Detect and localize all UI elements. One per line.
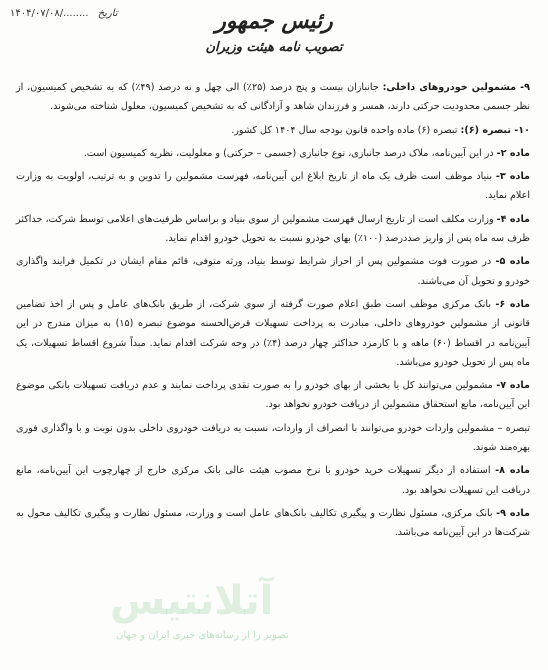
paragraph: ماده ۵- در صورت فوت مشمولین پس از احراز شرایط توسط بنیاد، ورثه متوفی، قائم مقام ایشان در تکمیل فرایند واگذاری خودرو و تحویل آن می‌باشند. <box>16 256 530 287</box>
paragraph: ماده ۲- در این آیین‌نامه، ملاک درصد جانبازی، نوع جانبازی (جسمی – حرکتی) و معلولیت، نظریه کمیسیون است. <box>83 147 530 159</box>
paragraph: تبصره – مشمولین واردات خودرو می‌توانند با انصراف از واردات، نسبت به دریافت خودروی داخلی بدون نوبت و با واگذاری فوری بهره‌مند شوند. <box>16 422 530 454</box>
paragraph: ۹- مشمولین خودروهای داخلی: جانبازان بیست و پنج درصد (۲۵٪) الی چهل و نه درصد (۴۹٪) که به تشخیص کمیسیون، از نظر جسمی محدودیت حرکتی دارند، همسر و فرزندان شاهد و آزادگانی که به تشخیص کمیسیون، معلول شناخته می‌شوند. <box>16 82 530 113</box>
document-subtitle: تصویب نامه هیئت وزیران <box>205 40 343 55</box>
document-body <box>16 78 530 547</box>
watermark-caption: تصویر را از رسانه‌های خبری ایران و جهان <box>116 630 289 641</box>
paragraph: ماده ۸- استفاده از دیگر تسهیلات خرید خودرو با نرخ مصوب هیئت عالی بانک مرکزی خارج از چهارچوب این آیین‌نامه، مانع دریافت این تسهیلات نخواهد بود. <box>16 465 530 496</box>
paragraph: ماده ۷- مشمولین می‌توانند کل یا بخشی از بهای خودرو را به صورت نقدی پرداخت نمایند و عدم دریافت تسهیلات بانکی موضوع این آیین‌نامه، مانع استحقاق مشمولین از دریافت خودرو نخواهد بود. <box>16 380 530 411</box>
date-value: ۱۴۰۴/۰۷/۰۸/........ <box>10 8 89 19</box>
watermark-logo: آتلانتیس <box>110 578 274 624</box>
document-title: رئیس جمهور <box>215 8 333 34</box>
paragraph: ماده ۴- وزارت مکلف است از تاریخ ارسال فهرست مشمولین از سوی بنیاد و براساس ظرفیت‌های اعلامی توسط شرکت، حداکثر ظرف سه ماه پس از واریز صددرصد (۱۰۰٪) بهای خودرو نسبت به تحویل خودرو اقدام نماید. <box>16 213 530 245</box>
paragraph: ماده ۶- بانک مرکزی موظف است طبق اعلام صورت گرفته از سوی شرکت، از طریق بانک‌های عامل و پس از اخذ تضامین قانونی از مشمولین خودروهای داخلی، مبادرت به پرداخت تسهیلات قرض‌الحسنه موضوع تبصره (۱۵) به میزان مندرج در این آیین‌نامه در اقساط (۶۰) ماهه و با کارمزد حداکثر چهار درصد (۴٪) در وجه شرکت اقدام نماید. مبداً شروع اقساط تسهیلات، یک ماه پس از تحویل خودرو می‌باشد. <box>16 298 531 368</box>
paragraph: ماده ۳- بنیاد موظف است ظرف یک ماه از تاریخ ابلاغ این آیین‌نامه، فهرست مشمولین را تدوین و به ترتیب، اولویت به وزارت اعلام نماید. <box>16 171 530 202</box>
date-label: تاریخ <box>97 8 118 19</box>
paragraph: ۱۰- تبصره (۶): تبصره (۶) ماده واحده قانون بودجه سال ۱۴۰۴ کل کشور. <box>231 124 530 136</box>
paragraph: ماده ۹- بانک مرکزی، مسئول نظارت و پیگیری تکالیف بانک‌های عامل است و وزارت، مسئول نظارت و پیگیری تکالیف محول به شرکت‌ها در این آیین‌نامه می‌باشد. <box>16 507 530 539</box>
